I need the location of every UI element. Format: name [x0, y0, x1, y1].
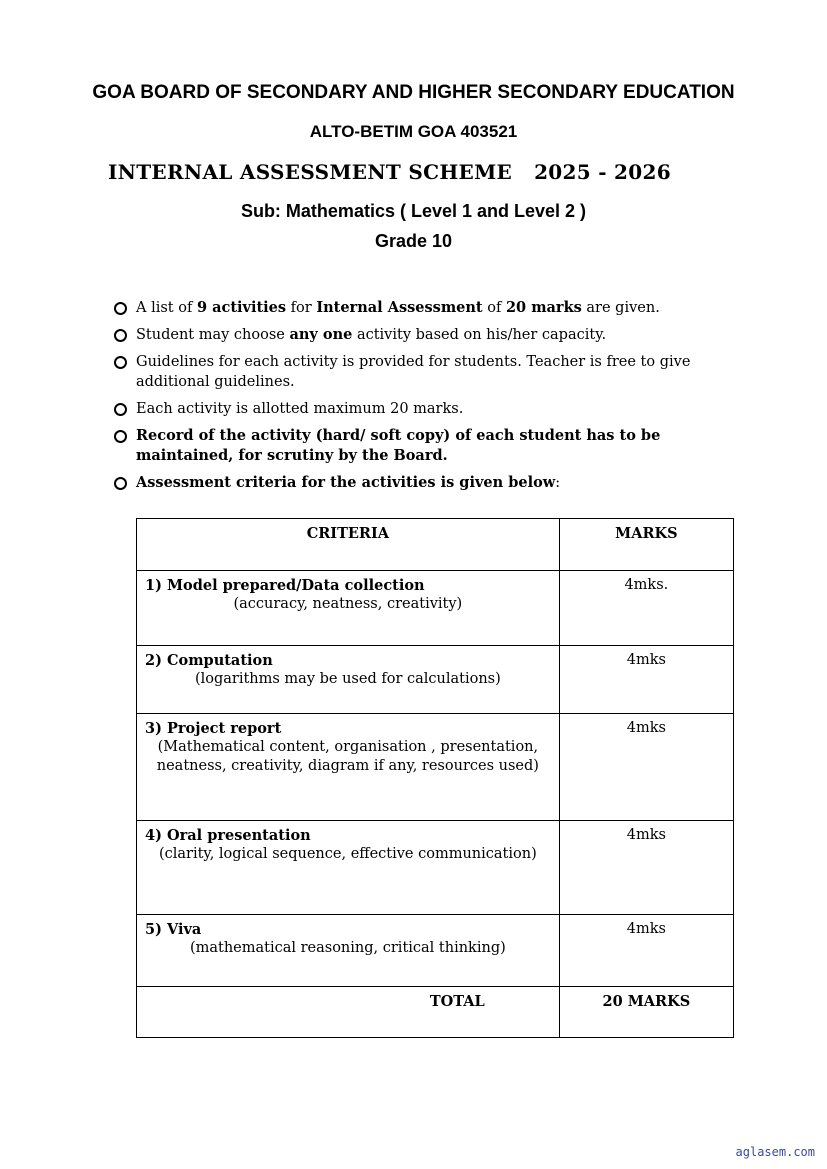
table-row — [137, 646, 734, 714]
total-label: TOTAL — [137, 987, 560, 1038]
table-total-row — [137, 987, 734, 1038]
marks-cell: 4mks — [559, 714, 733, 821]
criteria-cell — [137, 571, 560, 646]
criteria-table — [136, 518, 734, 1038]
instruction-item: Student may choose any one activity based on his/her capacity. — [112, 325, 762, 345]
criteria-title: 2) Computation — [145, 652, 273, 669]
table-row — [137, 821, 734, 915]
total-marks: 20 MARKS — [559, 987, 733, 1038]
table-row — [137, 571, 734, 646]
table-header-row — [137, 519, 734, 571]
criteria-desc: (logarithms may be used for calculations) — [194, 671, 501, 687]
table-row — [137, 915, 734, 987]
criteria-title: 1) Model prepared/Data collection — [145, 577, 425, 594]
bullet-circle-icon — [114, 356, 127, 369]
subject-line: Sub: Mathematics ( Level 1 and Level 2 ) — [240, 201, 587, 221]
criteria-desc: (accuracy, neatness, creativity) — [233, 596, 463, 612]
board-address: ALTO-BETIM GOA 403521 — [309, 122, 518, 141]
criteria-desc: (clarity, logical sequence, effective communication) — [158, 846, 537, 862]
instruction-item: Assessment criteria for the activities is given below: — [112, 473, 762, 493]
bullet-circle-icon — [114, 302, 127, 315]
instruction-item: Guidelines for each activity is provided for students. Teacher is free to give additional guidelines. — [112, 352, 762, 392]
marks-cell: 4mks — [559, 915, 733, 987]
instruction-item: A list of 9 activities for Internal Assessment of 20 marks are given. — [112, 298, 762, 318]
grade-line: Grade 10 — [374, 231, 453, 251]
criteria-title: 3) Project report — [145, 720, 282, 737]
criteria-desc: (Mathematical content, organisation , presentation, neatness, creativity, diagram if any, resources used) — [156, 739, 539, 774]
instruction-item: Record of the activity (hard/ soft copy) of each student has to be maintained, for scrutiny by the Board. — [112, 426, 762, 466]
scheme-year: 2025 - 2026 — [534, 160, 671, 184]
criteria-desc: (mathematical reasoning, critical thinking) — [189, 940, 506, 956]
bullet-circle-icon — [114, 403, 127, 416]
board-title: GOA BOARD OF SECONDARY AND HIGHER SECONDARY EDUCATION — [92, 82, 735, 103]
bullet-circle-icon — [114, 430, 127, 443]
watermark: aglasem.com — [735, 1145, 815, 1159]
criteria-cell — [137, 714, 560, 821]
criteria-header: CRITERIA — [137, 519, 560, 571]
criteria-title: 5) Viva — [145, 921, 202, 938]
marks-cell: 4mks — [559, 821, 733, 915]
marks-cell: 4mks — [559, 646, 733, 714]
marks-header: MARKS — [559, 519, 733, 571]
criteria-cell — [137, 821, 560, 915]
scheme-name: INTERNAL ASSESSMENT SCHEME — [108, 160, 513, 184]
criteria-cell — [137, 915, 560, 987]
criteria-cell — [137, 646, 560, 714]
table-row — [137, 714, 734, 821]
marks-cell: 4mks. — [559, 571, 733, 646]
instructions-list — [112, 298, 762, 500]
bullet-circle-icon — [114, 329, 127, 342]
instruction-item: Each activity is allotted maximum 20 marks. — [112, 399, 762, 419]
criteria-title: 4) Oral presentation — [145, 827, 311, 844]
scheme-title — [108, 160, 671, 184]
bullet-circle-icon — [114, 477, 127, 490]
